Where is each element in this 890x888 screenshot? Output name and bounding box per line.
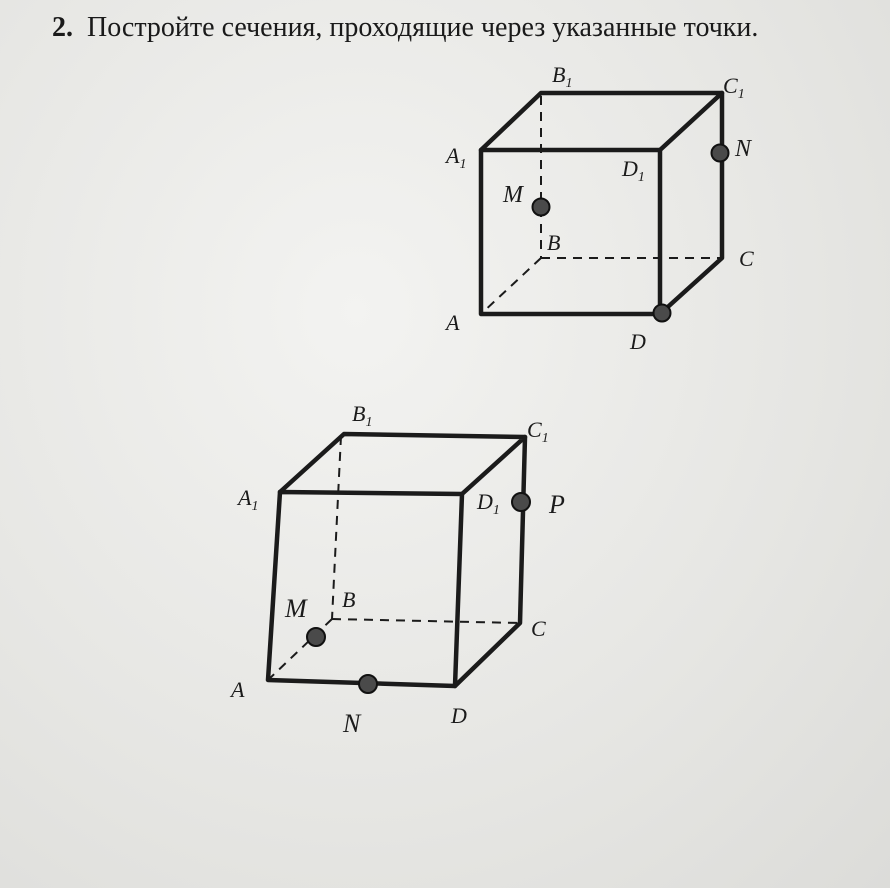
top-face xyxy=(481,93,722,150)
label-a1: $A_1$ xyxy=(238,485,259,514)
right-edges xyxy=(660,93,722,314)
task-text: Постройте сечения, проходящие через указанные точки. xyxy=(87,12,759,43)
label-b: B xyxy=(547,230,561,255)
label-d1: $D_1$ xyxy=(477,489,500,518)
point-n xyxy=(359,675,377,693)
label-d1: $D_1$ xyxy=(622,156,645,185)
label-d: D xyxy=(630,329,646,354)
hidden-edge-bc xyxy=(332,619,520,623)
hidden-edge-ab xyxy=(481,258,541,314)
point-m xyxy=(307,628,325,646)
right-edges xyxy=(455,437,525,686)
cube-figure-2 xyxy=(229,401,565,738)
top-face xyxy=(280,434,525,494)
label-c: C xyxy=(739,246,754,271)
label-c1: $C_1$ xyxy=(723,73,745,102)
hidden-edge-ab xyxy=(268,619,332,680)
label-a1: $A_1$ xyxy=(446,143,467,172)
label-b1: $B_1$ xyxy=(352,401,373,430)
label-m: M xyxy=(503,182,523,208)
point-d xyxy=(654,305,671,322)
hidden-edge-bb1 xyxy=(332,436,341,619)
label-n: N xyxy=(735,136,752,162)
task-number: 2. xyxy=(52,12,73,43)
label-c: C xyxy=(531,616,546,641)
label-b: B xyxy=(342,587,356,612)
point-m xyxy=(533,199,550,216)
front-face xyxy=(268,492,462,686)
label-a: A xyxy=(446,310,460,335)
label-a: A xyxy=(231,677,245,702)
label-c1: $C_1$ xyxy=(527,417,549,446)
label-n: N xyxy=(343,709,361,738)
label-b1: $B_1$ xyxy=(552,62,573,91)
cube-figure-1 xyxy=(444,62,754,354)
label-p: P xyxy=(549,490,565,519)
label-m: M xyxy=(285,594,307,623)
point-p xyxy=(512,493,530,511)
point-n xyxy=(712,145,729,162)
label-d: D xyxy=(451,703,467,728)
